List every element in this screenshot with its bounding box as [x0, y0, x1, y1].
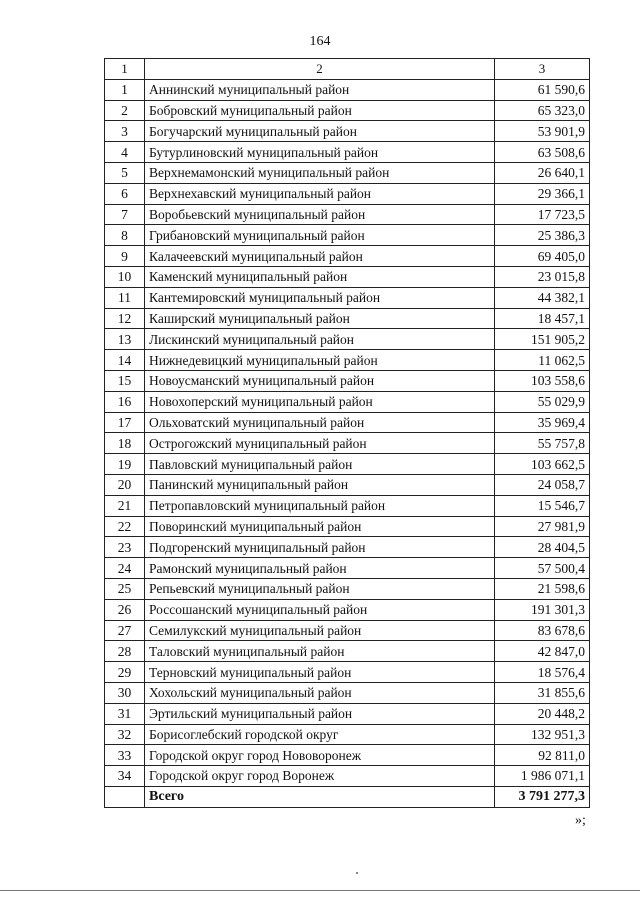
row-number: 11	[105, 287, 145, 308]
amount-value: 83 678,6	[495, 620, 590, 641]
amount-value: 57 500,4	[495, 558, 590, 579]
amount-value: 53 901,9	[495, 121, 590, 142]
municipality-name: Петропавловский муниципальный район	[145, 495, 495, 516]
row-number: 26	[105, 599, 145, 620]
header-cell-number: 1	[105, 59, 145, 80]
table-row	[105, 412, 590, 433]
amount-value: 65 323,0	[495, 100, 590, 121]
table-row	[105, 350, 590, 371]
table-row	[105, 766, 590, 787]
row-number: 3	[105, 121, 145, 142]
amount-value: 151 905,2	[495, 329, 590, 350]
municipality-name: Калачеевский муниципальный район	[145, 246, 495, 267]
row-number: 31	[105, 703, 145, 724]
municipality-name: Борисоглебский городской округ	[145, 724, 495, 745]
row-number: 4	[105, 142, 145, 163]
amount-value: 1 986 071,1	[495, 766, 590, 787]
header-cell-name: 2	[145, 59, 495, 80]
total-label: Всего	[145, 786, 495, 807]
municipality-name: Городской округ город Воронеж	[145, 766, 495, 787]
amount-value: 27 981,9	[495, 516, 590, 537]
municipality-name: Новохоперский муниципальный район	[145, 391, 495, 412]
row-number: 2	[105, 100, 145, 121]
municipality-name: Ольховатский муниципальный район	[145, 412, 495, 433]
amount-value: 28 404,5	[495, 537, 590, 558]
municipality-name: Панинский муниципальный район	[145, 474, 495, 495]
municipality-name: Бобровский муниципальный район	[145, 100, 495, 121]
table-row	[105, 537, 590, 558]
table-row	[105, 162, 590, 183]
row-number: 16	[105, 391, 145, 412]
table-row	[105, 641, 590, 662]
municipality-name: Верхнемамонский муниципальный район	[145, 162, 495, 183]
table-row	[105, 287, 590, 308]
table-row	[105, 495, 590, 516]
municipality-name: Семилукский муниципальный район	[145, 620, 495, 641]
total-number-cell	[105, 786, 145, 807]
row-number: 6	[105, 183, 145, 204]
municipality-name: Терновский муниципальный район	[145, 662, 495, 683]
amount-value: 15 546,7	[495, 495, 590, 516]
row-number: 34	[105, 766, 145, 787]
municipality-name: Павловский муниципальный район	[145, 454, 495, 475]
municipality-name: Богучарский муниципальный район	[145, 121, 495, 142]
municipality-name: Воробьевский муниципальный район	[145, 204, 495, 225]
row-number: 24	[105, 558, 145, 579]
amount-value: 11 062,5	[495, 350, 590, 371]
municipality-name: Бутурлиновский муниципальный район	[145, 142, 495, 163]
row-number: 25	[105, 578, 145, 599]
amount-value: 18 576,4	[495, 662, 590, 683]
amount-value: 61 590,6	[495, 79, 590, 100]
header-cell-value: 3	[495, 59, 590, 80]
footer-rule	[0, 890, 640, 891]
municipality-name: Нижнедевицкий муниципальный район	[145, 350, 495, 371]
row-number: 12	[105, 308, 145, 329]
table-row	[105, 329, 590, 350]
amount-value: 18 457,1	[495, 308, 590, 329]
row-number: 19	[105, 454, 145, 475]
municipality-name: Новоусманский муниципальный район	[145, 370, 495, 391]
table-row	[105, 620, 590, 641]
total-value: 3 791 277,3	[495, 786, 590, 807]
scan-speck	[356, 872, 358, 874]
closing-quote-mark: »;	[575, 813, 586, 828]
municipality-name: Кантемировский муниципальный район	[145, 287, 495, 308]
amount-value: 55 757,8	[495, 433, 590, 454]
amount-value: 44 382,1	[495, 287, 590, 308]
row-number: 27	[105, 620, 145, 641]
municipality-name: Городской округ город Нововоронеж	[145, 745, 495, 766]
table-row	[105, 433, 590, 454]
amount-value: 26 640,1	[495, 162, 590, 183]
municipality-name: Лискинский муниципальный район	[145, 329, 495, 350]
row-number: 30	[105, 682, 145, 703]
row-number: 32	[105, 724, 145, 745]
amount-value: 23 015,8	[495, 266, 590, 287]
municipality-name: Подгоренский муниципальный район	[145, 537, 495, 558]
row-number: 28	[105, 641, 145, 662]
row-number: 33	[105, 745, 145, 766]
row-number: 20	[105, 474, 145, 495]
row-number: 18	[105, 433, 145, 454]
amount-value: 24 058,7	[495, 474, 590, 495]
amount-value: 25 386,3	[495, 225, 590, 246]
municipality-name: Поворинский муниципальный район	[145, 516, 495, 537]
row-number: 10	[105, 266, 145, 287]
table-row	[105, 745, 590, 766]
table-row	[105, 225, 590, 246]
municipality-name: Хохольский муниципальный район	[145, 682, 495, 703]
amount-value: 21 598,6	[495, 578, 590, 599]
row-number: 22	[105, 516, 145, 537]
amount-value: 20 448,2	[495, 703, 590, 724]
table-row	[105, 391, 590, 412]
table-row	[105, 204, 590, 225]
amount-value: 92 811,0	[495, 745, 590, 766]
row-number: 1	[105, 79, 145, 100]
amount-value: 29 366,1	[495, 183, 590, 204]
municipality-name: Острогожский муниципальный район	[145, 433, 495, 454]
table-row	[105, 266, 590, 287]
table-header-row	[105, 59, 590, 80]
row-number: 21	[105, 495, 145, 516]
row-number: 5	[105, 162, 145, 183]
row-number: 13	[105, 329, 145, 350]
municipality-name: Каменский муниципальный район	[145, 266, 495, 287]
amount-value: 63 508,6	[495, 142, 590, 163]
row-number: 14	[105, 350, 145, 371]
row-number: 29	[105, 662, 145, 683]
table-row	[105, 662, 590, 683]
table-row	[105, 516, 590, 537]
table-row	[105, 724, 590, 745]
amount-value: 42 847,0	[495, 641, 590, 662]
allocation-table	[104, 58, 590, 808]
amount-value: 55 029,9	[495, 391, 590, 412]
table-row	[105, 578, 590, 599]
amount-value: 191 301,3	[495, 599, 590, 620]
amount-value: 103 558,6	[495, 370, 590, 391]
municipality-name: Аннинский муниципальный район	[145, 79, 495, 100]
table-row	[105, 370, 590, 391]
municipality-name: Верхнехавский муниципальный район	[145, 183, 495, 204]
row-number: 17	[105, 412, 145, 433]
amount-value: 103 662,5	[495, 454, 590, 475]
table-row	[105, 599, 590, 620]
table-row	[105, 246, 590, 267]
total-row	[105, 786, 590, 807]
amount-value: 35 969,4	[495, 412, 590, 433]
row-number: 23	[105, 537, 145, 558]
municipality-name: Грибановский муниципальный район	[145, 225, 495, 246]
municipality-name: Репьевский муниципальный район	[145, 578, 495, 599]
municipality-name: Таловский муниципальный район	[145, 641, 495, 662]
amount-value: 31 855,6	[495, 682, 590, 703]
table-row	[105, 682, 590, 703]
row-number: 8	[105, 225, 145, 246]
municipality-name: Россошанский муниципальный район	[145, 599, 495, 620]
table-row	[105, 142, 590, 163]
table-row	[105, 703, 590, 724]
page-number: 164	[309, 34, 331, 49]
row-number: 15	[105, 370, 145, 391]
amount-value: 69 405,0	[495, 246, 590, 267]
table-row	[105, 474, 590, 495]
table-row	[105, 100, 590, 121]
table-row	[105, 558, 590, 579]
municipality-name: Рамонский муниципальный район	[145, 558, 495, 579]
municipality-name: Каширский муниципальный район	[145, 308, 495, 329]
table-row	[105, 308, 590, 329]
table-row	[105, 121, 590, 142]
row-number: 9	[105, 246, 145, 267]
municipality-name: Эртильский муниципальный район	[145, 703, 495, 724]
table-row	[105, 454, 590, 475]
table-row	[105, 183, 590, 204]
amount-value: 17 723,5	[495, 204, 590, 225]
table-row	[105, 79, 590, 100]
amount-value: 132 951,3	[495, 724, 590, 745]
row-number: 7	[105, 204, 145, 225]
